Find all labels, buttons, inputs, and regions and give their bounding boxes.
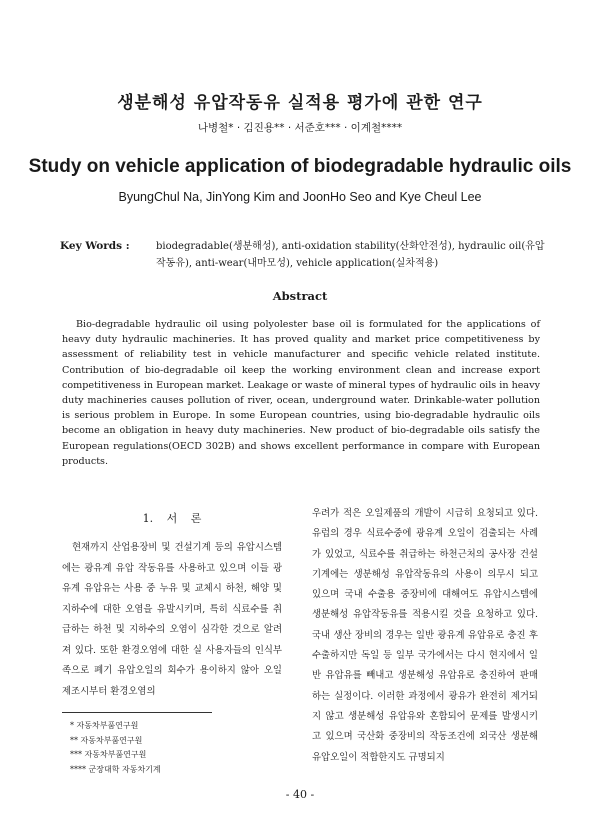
korean-authors: 나병철* · 김진용** · 서준호*** · 이계철****: [197, 122, 403, 134]
english-title: Study on vehicle application of biodegradable hydraulic oils: [28, 156, 572, 177]
english-authors: ByungChul Na, JinYong Kim and JoonHo Seo and Kye Cheul Lee: [118, 190, 482, 204]
keywords-label: Key Words :: [60, 240, 130, 252]
footnotes: [70, 719, 270, 777]
korean-title: 생분해성 유압작동유 실적용 평가에 관한 연구: [117, 93, 483, 113]
page-number: - 40 -: [285, 788, 315, 801]
keywords-block: [60, 238, 550, 272]
footnote-item: **** 군장대학 자동차기계: [70, 764, 161, 774]
footnote-item: ** 자동차부품연구원: [70, 735, 143, 745]
footnote-item: *** 자동차부품연구원: [70, 750, 147, 759]
body-text-right-column: 우려가 적은 오일제품의 개발이 시급히 요청되고 있다. 유럽의 경우 식료수중에 광유계 오일이 검출되는 사례가 있었고, 식료수를 취급하는 하천근처의 공사장 건설기계에는 생분해성 유압작동유의 사용이 의무시 되고 있으며 국내 수출용 중장비에 대해여도 유압시스템에 생분해성 유압작동유를 적용시킬 것을 요청하고 있다. 국내 생산 장비의 경우는 일반 광유계 유압유로 충진 후 수출하지만 독일 등 일부 국가에서는 다시 현지에서 일반 유압유를 빼내고 생분해성 유압유로 충진하여 판매하는 실정이다. 이러한 과정에서 광유가 완전히 제거되지 않고 생분해성 유압유와 혼합되어 문제를 발생시키고 있으며 국산화 중장비의 작동조건에 외국산 생분해 유압오일이 적합한지도 규명되지: [312, 508, 538, 763]
section-title-introduction: 1. 서 론: [142, 512, 202, 525]
footnote-item: * 자동차부품연구원: [70, 721, 139, 730]
body-text-left-column: 현재까지 산업용장비 및 건설기계 등의 유압시스템에는 광유계 유압 작동유를 사용하고 있으며 이들 광유계 유압유는 사용 중 누유 및 교체시 하천, 해양 및 지하수에 대한 오염을 유발시키며, 특히 식료수를 취급하는 하천 및 지하수의 오염이 심각한 것으로 알려져 있다. 또한 환경오염에 대한 실 사용자들의 인식부족으로 폐기 유압오일의 회수가 용이하지 않아 오일 제조시부터 환경오염의: [62, 542, 282, 697]
abstract-body: Bio-degradable hydraulic oil using polyolester base oil is formulated for the applications of heavy duty hydraulic machineries. It has proved quality and market price competitiveness by assessment of reliability test in vehicle manufacturer and specific vehicle related institute. Contribution of bio-degradable oil keep the working environment clean and increase export competitiveness in European market. Leakage or waste of mineral types of hydraulic oils in heavy duty machineries causes pollution of river, ocean, underground water. Drinkable-water pollution is serious problem in Europe. In some European countries, using bio-degradable hydraulic oils become an obligation in heavy duty machineries. New product of bio-degradable oils satisfy the European regulations(OECD 302B) and shows excellent performance in compare with European products.: [62, 319, 540, 467]
footnote-divider: [62, 712, 212, 713]
keywords-text: biodegradable(생분해성), anti-oxidation stability(산화안전성), hydraulic oil(유압작동유), anti-wear(내마모성), vehicle application(실차적용): [156, 241, 545, 269]
abstract-title: Abstract: [272, 289, 328, 303]
